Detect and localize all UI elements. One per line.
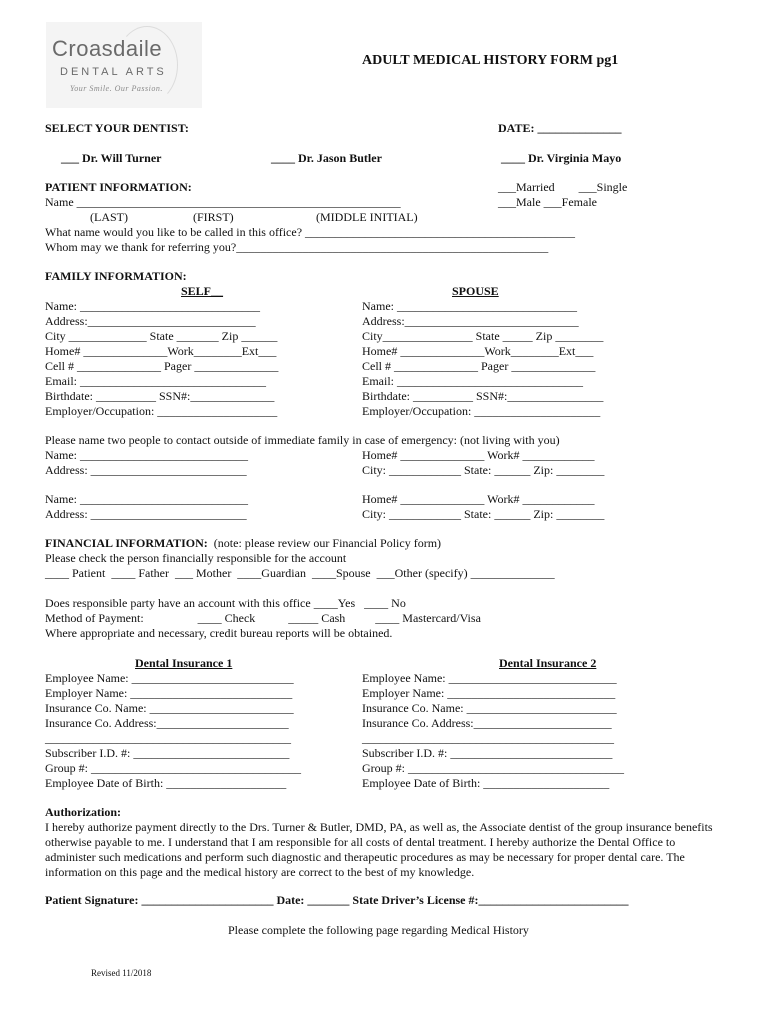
- account-question[interactable]: Does responsible party have an account with this office ____Yes ____ No: [45, 596, 406, 610]
- self-heading: SELF__: [181, 284, 224, 298]
- self-city-field[interactable]: City _____________ State _______ Zip ______: [45, 329, 278, 343]
- last-name-caption: (LAST): [90, 210, 128, 224]
- ins2-address-line2[interactable]: __________________________________________: [362, 731, 614, 745]
- self-phone-field[interactable]: Home# ______________Work________Ext___: [45, 344, 277, 358]
- emergency1-address-field[interactable]: Address: __________________________: [45, 463, 247, 477]
- signature-line[interactable]: Patient Signature: ______________________ Date: _______ State Driver’s License #:_________________________: [45, 893, 629, 907]
- self-email-field[interactable]: Email: _______________________________: [45, 374, 266, 388]
- spouse-birthdate-field[interactable]: Birthdate: __________ SSN#:________________: [362, 389, 604, 403]
- authorization-text: I hereby authorize payment directly to the Drs. Turner & Butler, DMD, PA, as well as, the Associate dentist of the group insurance benefits otherwise payable to me. I understand that I am responsible for all costs of dental treatment. I hereby authorize the Dental Office to administer such medications and perform such diagnostic and therapeutic procedures as may be necessary for proper dental care. The information on this page and the medical history are correct to the best of my knowledge.: [45, 820, 713, 879]
- ins2-company-address-field[interactable]: Insurance Co. Address:_______________________: [362, 716, 612, 730]
- financial-heading: FINANCIAL INFORMATION:: [45, 536, 208, 550]
- ins1-subscriber-id-field[interactable]: Subscriber I.D. #: __________________________: [45, 746, 290, 760]
- dentist-option-mayo[interactable]: ____ Dr. Virginia Mayo: [501, 151, 622, 165]
- select-dentist-label: SELECT YOUR DENTIST:: [45, 121, 189, 135]
- spouse-email-field[interactable]: Email: _______________________________: [362, 374, 583, 388]
- spouse-heading: SPOUSE: [452, 284, 499, 298]
- insurance1-heading: Dental Insurance 1: [135, 656, 233, 670]
- spouse-address-field[interactable]: Address:_____________________________: [362, 314, 579, 328]
- emergency2-city-field[interactable]: City: ____________ State: ______ Zip: ________: [362, 507, 605, 521]
- financial-note: (note: please review our Financial Policy form): [207, 536, 442, 550]
- ins1-address-line2[interactable]: _________________________________________: [45, 731, 291, 745]
- patient-info-heading: PATIENT INFORMATION:: [45, 180, 192, 194]
- emergency1-phone-field[interactable]: Home# ______________ Work# ____________: [362, 448, 595, 462]
- self-birthdate-field[interactable]: Birthdate: __________ SSN#:______________: [45, 389, 275, 403]
- emergency1-city-field[interactable]: City: ____________ State: ______ Zip: ________: [362, 463, 605, 477]
- marital-status-field[interactable]: ___Married ___Single: [498, 180, 628, 194]
- ins2-employee-dob-field[interactable]: Employee Date of Birth: _____________________: [362, 776, 610, 790]
- first-name-caption: (FIRST): [193, 210, 234, 224]
- dentist-option-turner[interactable]: ___ Dr. Will Turner: [61, 151, 162, 165]
- ins1-employee-name-field[interactable]: Employee Name: ___________________________: [45, 671, 294, 685]
- ins1-employee-dob-field[interactable]: Employee Date of Birth: ____________________: [45, 776, 287, 790]
- ins1-employer-name-field[interactable]: Employer Name: ___________________________: [45, 686, 293, 700]
- emergency-intro: Please name two people to contact outside of immediate family in case of emergency: (not living with you): [45, 433, 560, 447]
- emergency2-address-field[interactable]: Address: __________________________: [45, 507, 247, 521]
- responsible-party-options[interactable]: ____ Patient ____ Father ___ Mother ____Guardian ____Spouse ___Other (specify) ______________: [45, 566, 555, 580]
- spouse-cell-field[interactable]: Cell # ______________ Pager ______________: [362, 359, 596, 373]
- logo-name: Croasdaile: [52, 36, 163, 61]
- ins2-company-name-field[interactable]: Insurance Co. Name: _________________________: [362, 701, 617, 715]
- self-cell-field[interactable]: Cell # ______________ Pager ______________: [45, 359, 279, 373]
- spouse-city-field[interactable]: City_______________ State _____ Zip ________: [362, 329, 604, 343]
- spouse-phone-field[interactable]: Home# ______________Work________Ext___: [362, 344, 594, 358]
- patient-name-field[interactable]: Name ______________________________________________________: [45, 195, 401, 209]
- referral-field[interactable]: Whom may we thank for referring you?____________________________________________________: [45, 240, 549, 254]
- self-address-field[interactable]: Address:____________________________: [45, 314, 256, 328]
- authorization-heading: Authorization:: [45, 805, 121, 819]
- ins1-group-field[interactable]: Group #: ___________________________________: [45, 761, 301, 775]
- financial-check-instruction: Please check the person financially responsible for the account: [45, 551, 347, 565]
- middle-initial-caption: (MIDDLE INITIAL): [316, 210, 418, 224]
- self-name-field[interactable]: Name: ______________________________: [45, 299, 260, 313]
- emergency2-name-field[interactable]: Name: ____________________________: [45, 492, 248, 506]
- practice-logo: [46, 22, 202, 108]
- dentist-option-butler[interactable]: ____ Dr. Jason Butler: [271, 151, 382, 165]
- revision-date: Revised 11/2018: [91, 968, 152, 978]
- complete-next-page-note: Please complete the following page regarding Medical History: [228, 923, 529, 937]
- insurance2-heading: Dental Insurance 2: [499, 656, 597, 670]
- logo-tagline: Your Smile. Our Passion.: [70, 84, 163, 93]
- preferred-name-field[interactable]: What name would you like to be called in this office? _____________________________________________: [45, 225, 576, 239]
- ins2-employee-name-field[interactable]: Employee Name: ____________________________: [362, 671, 617, 685]
- gender-field[interactable]: ___Male ___Female: [498, 195, 597, 209]
- emergency1-name-field[interactable]: Name: ____________________________: [45, 448, 248, 462]
- credit-bureau-note: Where appropriate and necessary, credit bureau reports will be obtained.: [45, 626, 393, 640]
- ins2-group-field[interactable]: Group #: ____________________________________: [362, 761, 624, 775]
- ins1-company-address-field[interactable]: Insurance Co. Address:______________________: [45, 716, 289, 730]
- spouse-employer-field[interactable]: Employer/Occupation: _____________________: [362, 404, 601, 418]
- date-field[interactable]: DATE: ______________: [498, 121, 622, 135]
- payment-method-options[interactable]: Method of Payment: ____ Check _____ Cash ____ Mastercard/Visa: [45, 611, 481, 625]
- emergency2-phone-field[interactable]: Home# ______________ Work# ____________: [362, 492, 595, 506]
- spouse-name-field[interactable]: Name: ______________________________: [362, 299, 577, 313]
- family-info-heading: FAMILY INFORMATION:: [45, 269, 187, 283]
- ins2-employer-name-field[interactable]: Employer Name: ____________________________: [362, 686, 616, 700]
- ins2-subscriber-id-field[interactable]: Subscriber I.D. #: ___________________________: [362, 746, 613, 760]
- self-employer-field[interactable]: Employer/Occupation: ____________________: [45, 404, 278, 418]
- financial-heading-line: [45, 536, 441, 551]
- ins1-company-name-field[interactable]: Insurance Co. Name: ________________________: [45, 701, 294, 715]
- logo-subtitle: DENTAL ARTS: [60, 66, 167, 78]
- form-title: ADULT MEDICAL HISTORY FORM pg1: [362, 53, 619, 68]
